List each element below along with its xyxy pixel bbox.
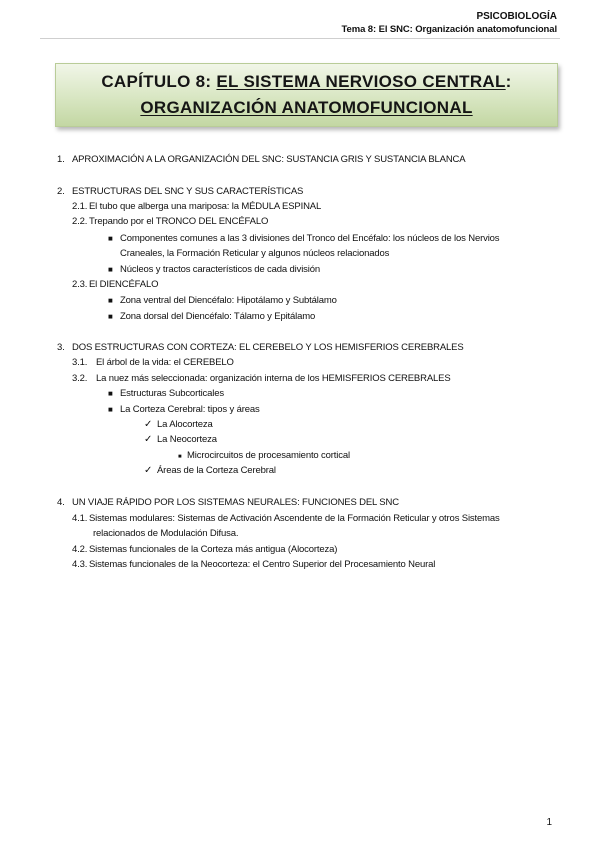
toc-bullet-2-2-a [108,232,499,245]
square-bullet-icon: ■ [178,454,182,460]
toc-text: ESTRUCTURAS DEL SNC Y SUS CARACTERÍSTICAS [72,186,304,197]
toc-text: El tubo que alberga una mariposa: la MÉDULA ESPINAL [89,201,322,212]
toc-text: UN VIAJE RÁPIDO POR LOS SISTEMAS NEURALES: FUNCIONES DEL SNC [72,497,399,508]
toc-text: Núcleos y tractos característicos de cada división [120,264,321,275]
chapter-number: CAPÍTULO 8: [101,72,212,91]
toc-bullet-2-2-a-cont [120,247,389,260]
square-bullet-icon: ■ [108,405,113,414]
toc-number: 4.2. [72,544,88,555]
toc-text: Zona ventral del Diencéfalo: Hipotálamo y Subtálamo [120,295,337,306]
square-bullet-icon: ■ [108,296,113,305]
toc-item-3 [57,341,464,354]
toc-text: La Corteza Cerebral: tipos y áreas [120,404,260,415]
toc-number: 2.2. [72,216,88,227]
chapter-title-colon: : [505,72,512,91]
toc-text: Sistemas modulares: Sistemas de Activación Ascendente de la Formación Reticular y otros Sistemas [89,513,500,524]
toc-number: 2. [57,186,65,197]
toc-number: 3.1. [72,357,88,368]
toc-bullet-3-2-a [108,387,224,400]
toc-number: 2.3. [72,279,88,290]
header-subject: PSICOBIOLOGÍA [476,11,557,22]
chapter-title-box [55,63,558,127]
toc-text: Zona dorsal del Diencéfalo: Tálamo y Epitálamo [120,311,316,322]
chapter-title-sub: ORGANIZACIÓN ANATOMOFUNCIONAL [140,98,473,117]
toc-check-3-2-b-1 [144,418,213,431]
header-divider [40,38,560,39]
toc-item-4-1-cont [93,527,238,540]
page-number: 1 [546,817,552,828]
toc-text: Sistemas funcionales de la Corteza más antigua (Alocorteza) [89,544,338,555]
toc-item-1 [57,153,465,166]
toc-text: La Alocorteza [157,419,213,430]
toc-number: 4.3. [72,559,88,570]
chapter-title-main: EL SISTEMA NERVIOSO CENTRAL [216,72,506,91]
toc-text: Craneales, la Formación Reticular y algunos núcleos relacionados [120,248,390,259]
toc-item-2-1 [72,200,321,213]
toc-bullet-3-2-b-2-a [178,449,350,464]
toc-number: 3.2. [72,373,88,384]
toc-text: DOS ESTRUCTURAS CON CORTEZA: EL CEREBELO Y LOS HEMISFERIOS CEREBRALES [72,342,464,353]
toc-number: 3. [57,342,65,353]
toc-item-3-2 [72,372,451,385]
checkmark-icon: ✓ [144,434,153,445]
square-bullet-icon: ■ [108,312,113,321]
checkmark-icon: ✓ [144,465,153,476]
toc-bullet-2-2-b [108,263,320,276]
toc-text: El DIENCÉFALO [89,279,159,290]
toc-text: Componentes comunes a las 3 divisiones del Tronco del Encéfalo: los núcleos de los Nervios [120,233,500,244]
toc-number: 4. [57,497,65,508]
toc-check-3-2-b-3 [144,464,276,477]
chapter-title-line-2 [56,95,557,121]
toc-text: La nuez más seleccionada: organización interna de los HEMISFERIOS CEREBRALES [96,373,451,384]
square-bullet-icon: ■ [108,234,113,243]
toc-text: El árbol de la vida: el CEREBELO [96,357,234,368]
toc-bullet-3-2-b [108,403,260,416]
toc-bullet-2-3-b [108,310,315,323]
toc-text: relacionados de Modulación Difusa. [93,528,239,539]
toc-text: Áreas de la Corteza Cerebral [157,465,276,476]
checkmark-icon: ✓ [144,419,153,430]
toc-number: 2.1. [72,201,88,212]
toc-text: Microcircuitos de procesamiento cortical [187,450,350,461]
square-bullet-icon: ■ [108,389,113,398]
toc-item-3-1 [72,356,234,369]
toc-text: APROXIMACIÓN A LA ORGANIZACIÓN DEL SNC: SUSTANCIA GRIS Y SUSTANCIA BLANCA [72,154,466,165]
toc-text: La Neocorteza [157,434,217,445]
toc-number: 1. [57,154,65,165]
toc-check-3-2-b-2 [144,433,217,446]
chapter-title-line-1 [56,69,557,95]
header-topic: Tema 8: El SNC: Organización anatomofuncional [341,24,557,35]
toc-item-4 [57,496,399,509]
toc-item-4-3 [72,558,435,571]
toc-text: Sistemas funcionales de la Neocorteza: el Centro Superior del Procesamiento Neural [89,559,436,570]
square-bullet-icon: ■ [108,265,113,274]
toc-item-2-2 [72,215,268,228]
toc-text: Estructuras Subcorticales [120,388,224,399]
toc-bullet-2-3-a [108,294,337,307]
toc-text: Trepando por el TRONCO DEL ENCÉFALO [89,216,269,227]
toc-item-2-3 [72,278,158,291]
toc-item-2 [57,185,303,198]
toc-item-4-2 [72,543,337,556]
toc-item-4-1 [72,512,500,525]
toc-number: 4.1. [72,513,88,524]
